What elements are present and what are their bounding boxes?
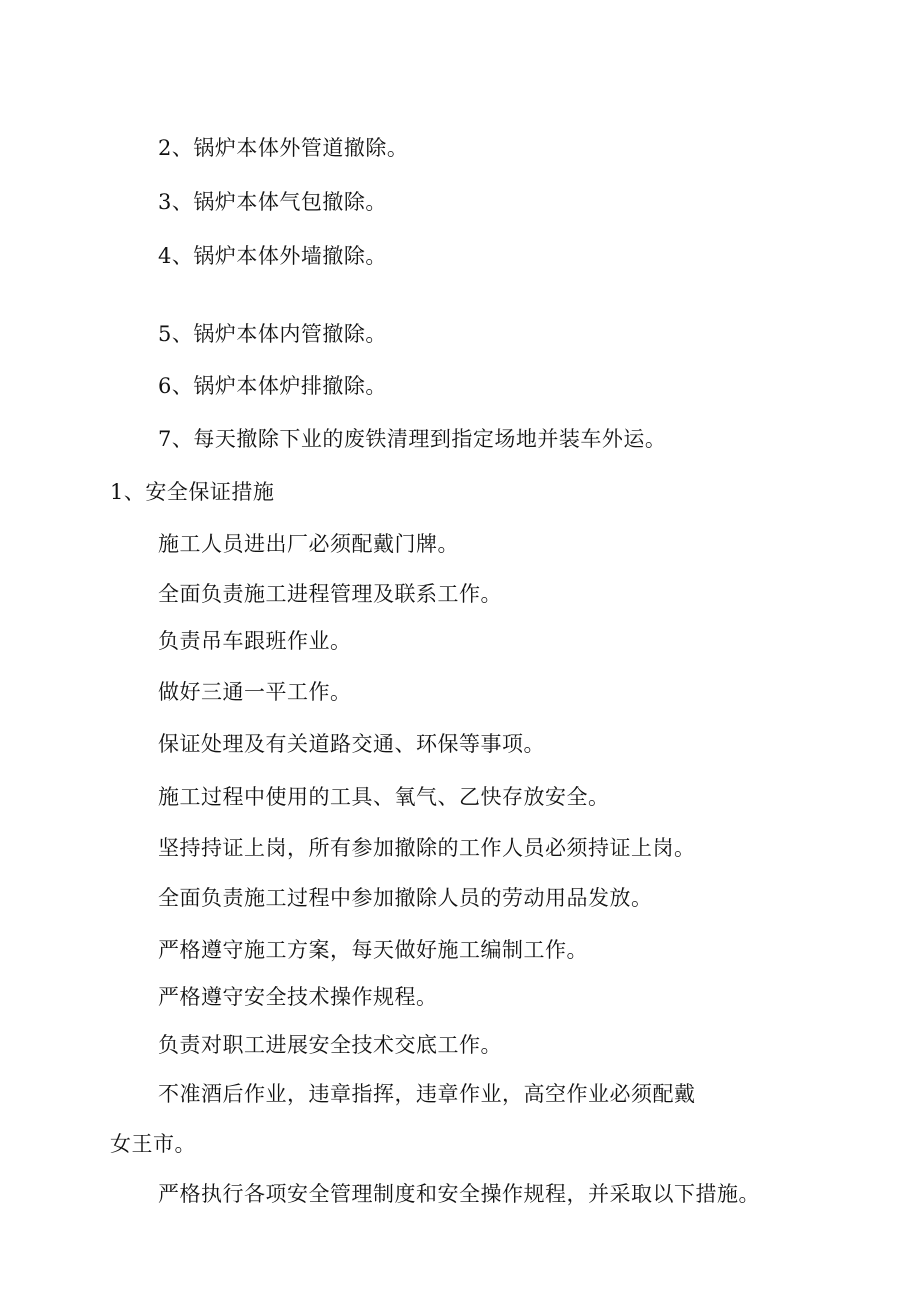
section-heading: 1、安全保证措施 (110, 480, 275, 504)
list-item-4: 4、锅炉本体外墙撤除。 (158, 244, 387, 268)
paragraph-continuation: 女王市。 (110, 1132, 196, 1156)
list-item-7: 7、每天撤除下业的废铁清理到指定场地并装车外运。 (158, 427, 667, 451)
paragraph: 保证处理及有关道路交通、环保等事项。 (158, 732, 545, 756)
paragraph: 严格执行各项安全管理制度和安全操作规程，并采取以下措施。 (158, 1182, 760, 1206)
paragraph: 做好三通一平工作。 (158, 680, 352, 704)
paragraph: 施工人员进出厂必须配戴门牌。 (158, 532, 459, 556)
list-item-5: 5、锅炉本体内管撤除。 (158, 322, 387, 346)
paragraph: 坚持持证上岗，所有参加撤除的工作人员必须持证上岗。 (158, 836, 696, 860)
list-item-2: 2、锅炉本体外管道撤除。 (158, 136, 409, 160)
paragraph: 负责吊车跟班作业。 (158, 629, 352, 653)
paragraph: 严格遵守安全技术操作规程。 (158, 985, 438, 1009)
list-item-3: 3、锅炉本体气包撤除。 (158, 190, 387, 214)
paragraph: 全面负责施工过程中参加撤除人员的劳动用品发放。 (158, 886, 653, 910)
paragraph: 严格遵守施工方案，每天做好施工编制工作。 (158, 938, 588, 962)
paragraph: 不准酒后作业，违章指挥，违章作业，高空作业必须配戴 (158, 1082, 696, 1106)
paragraph: 全面负责施工进程管理及联系工作。 (158, 582, 502, 606)
list-item-6: 6、锅炉本体炉排撤除。 (158, 374, 387, 398)
paragraph: 负责对职工进展安全技术交底工作。 (158, 1033, 502, 1057)
paragraph: 施工过程中使用的工具、氧气、乙快存放安全。 (158, 785, 610, 809)
